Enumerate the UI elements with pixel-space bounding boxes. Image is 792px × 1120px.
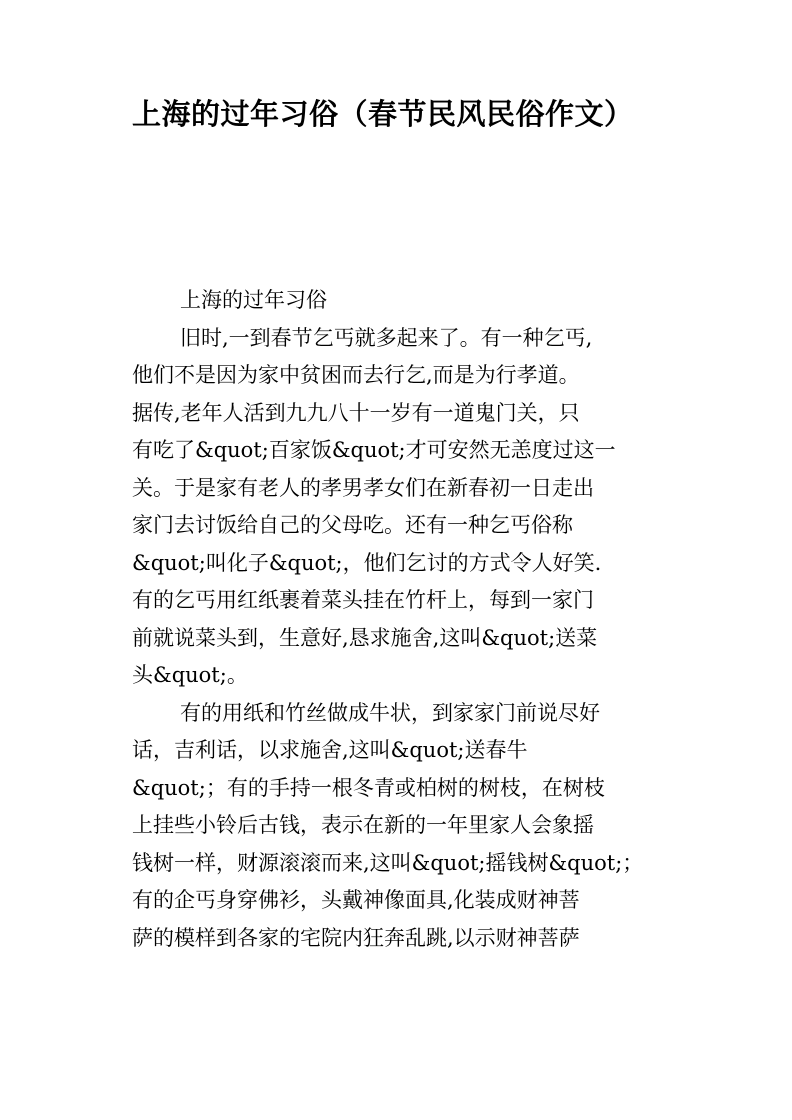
- paragraph-1-line-1: 旧时,一到春节乞丐就多起来了。有一种乞丐,: [180, 325, 593, 350]
- paragraph-2-line-3: &quot;；有的手持一根冬青或柏树的树枝，在树枝: [132, 775, 605, 800]
- section-heading: 上海的过年习俗: [180, 288, 327, 312]
- paragraph-2-line-6: 有的企丐身穿佛衫，头戴神像面具,化装成财神菩: [132, 888, 580, 912]
- paragraph-1-line-4: 有吃了&quot;百家饭&quot;才可安然无恙度过这一: [132, 438, 616, 462]
- paragraph-2-line-4: 上挂些小铃后古钱，表示在新的一年里家人会象摇: [132, 813, 594, 837]
- paragraph-2-line-1: 有的用纸和竹丝做成牛状，到家家门前说尽好: [180, 700, 600, 725]
- paragraph-2-line-7: 萨的模样到各家的宅院内狂奔乱跳,以示财神菩萨: [132, 925, 580, 950]
- paragraph-1-line-6: 家门去讨饭给自己的父母吃。还有一种乞丐俗称: [132, 513, 573, 537]
- document-title: 上海的过年习俗（春节民风民俗作文）: [132, 97, 634, 131]
- paragraph-2-line-5: 钱树一样，财源滚滚而来,这叫&quot;摇钱树&quot;；: [132, 850, 644, 875]
- paragraph-1-line-9: 前就说菜头到，生意好,恳求施舍,这叫&quot;送菜: [132, 625, 598, 650]
- document-body: [132, 282, 672, 957]
- paragraph-1-line-10: 头&quot;。: [132, 663, 248, 687]
- paragraph-1-line-5: 关。于是家有老人的孝男孝女们在新春初一日走出: [132, 475, 594, 500]
- paragraph-1-line-7: &quot;叫化子&quot;，他们乞讨的方式令人好笑.: [132, 550, 602, 575]
- paragraph-1-line-2: 他们不是因为家中贫困而去行乞,而是为行孝道。: [132, 363, 580, 387]
- paragraph-1-line-3: 据传,老年人活到九九八十一岁有一道鬼门关，只: [132, 400, 580, 425]
- paragraph-1-line-8: 有的乞丐用红纸裹着菜头挂在竹杆上，每到一家门: [132, 588, 594, 612]
- paragraph-2-line-2: 话，吉利话，以求施舍,这叫&quot;送春牛: [132, 738, 528, 762]
